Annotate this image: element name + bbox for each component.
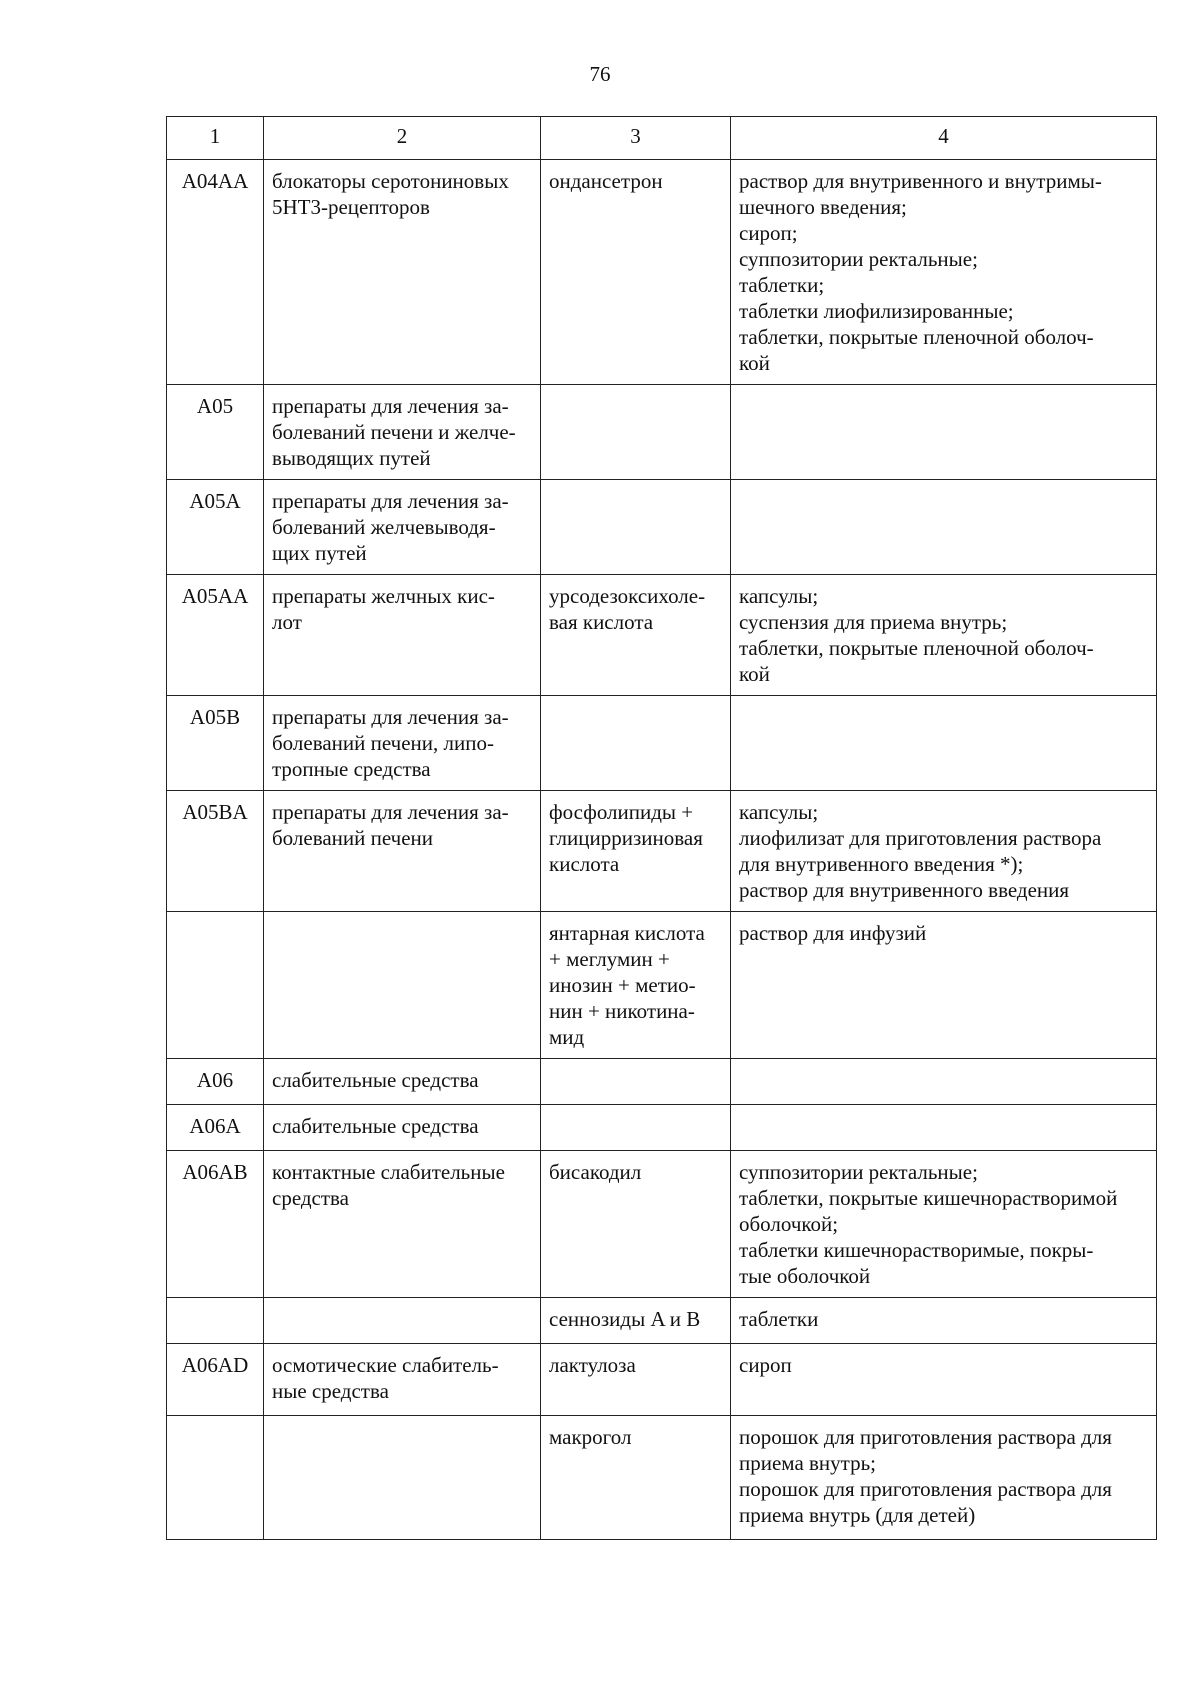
atc-code-cell: A06 [167,1059,264,1105]
atc-code-cell: A06A [167,1105,264,1151]
table-row [167,480,1157,575]
form-cell [731,385,1157,480]
form-cell [731,1059,1157,1105]
atc-code-cell: A06AB [167,1151,264,1298]
table-row [167,1151,1157,1298]
atc-code-cell: A06AD [167,1344,264,1416]
drug-cell: янтарная кислота + меглумин + инозин + метио- нин + никотина- мид [541,912,731,1059]
form-cell: капсулы; суспензия для приема внутрь; таблетки, покрытые пленочной оболоч- кой [731,575,1157,696]
group-cell: блокаторы серотониновых 5HT3-рецепторов [264,160,541,385]
atc-code-cell: A04AA [167,160,264,385]
group-cell: препараты для лечения за- болеваний печени и желче- выводящих путей [264,385,541,480]
form-cell [731,696,1157,791]
table-row [167,696,1157,791]
header-cell-1: 1 [167,117,264,160]
table-row [167,160,1157,385]
form-cell: раствор для внутривенного и внутримы- шечного введения; сироп; суппозитории ректальные; таблетки; таблетки лиофилизированные; таблетки, покрытые пленочной оболоч- кой [731,160,1157,385]
header-cell-4: 4 [731,117,1157,160]
atc-code-cell: A05BA [167,791,264,912]
table-row [167,791,1157,912]
group-cell: слабительные средства [264,1059,541,1105]
table-row [167,912,1157,1059]
form-cell: капсулы; лиофилизат для приготовления раствора для внутривенного введения *); раствор для внутривенного введения [731,791,1157,912]
drug-cell [541,1105,731,1151]
group-cell [264,912,541,1059]
group-cell [264,1416,541,1540]
table-row [167,385,1157,480]
drug-cell [541,1059,731,1105]
drug-cell: бисакодил [541,1151,731,1298]
drug-cell: макрогол [541,1416,731,1540]
drug-table [166,116,1157,1540]
drug-cell [541,385,731,480]
table-row [167,1344,1157,1416]
form-cell: сироп [731,1344,1157,1416]
table-row [167,1416,1157,1540]
table-row [167,575,1157,696]
group-cell: препараты для лечения за- болеваний печени [264,791,541,912]
drug-cell [541,696,731,791]
atc-code-cell: A05A [167,480,264,575]
form-cell: раствор для инфузий [731,912,1157,1059]
group-cell: препараты желчных кис- лот [264,575,541,696]
table-header-row [167,117,1157,160]
header-cell-3: 3 [541,117,731,160]
drug-cell: сеннозиды A и B [541,1298,731,1344]
group-cell: препараты для лечения за- болеваний печени, липо- тропные средства [264,696,541,791]
group-cell: контактные слабительные средства [264,1151,541,1298]
atc-code-cell [167,1298,264,1344]
group-cell: препараты для лечения за- болеваний желчевыводя- щих путей [264,480,541,575]
drug-cell [541,480,731,575]
table-row [167,1105,1157,1151]
form-cell [731,1105,1157,1151]
group-cell: слабительные средства [264,1105,541,1151]
form-cell [731,480,1157,575]
drug-cell: ондансетрон [541,160,731,385]
drug-cell: урсодезоксихоле- вая кислота [541,575,731,696]
form-cell: суппозитории ректальные; таблетки, покрытые кишечнорастворимой оболочкой; таблетки кишечнорастворимые, покры- тые оболочкой [731,1151,1157,1298]
drug-cell: фосфолипиды + глицирризиновая кислота [541,791,731,912]
page-number: 76 [589,62,611,86]
header-cell-2: 2 [264,117,541,160]
table-row [167,1059,1157,1105]
atc-code-cell [167,912,264,1059]
group-cell: осмотические слабитель- ные средства [264,1344,541,1416]
atc-code-cell: A05AA [167,575,264,696]
atc-code-cell: A05B [167,696,264,791]
drug-cell: лактулоза [541,1344,731,1416]
group-cell [264,1298,541,1344]
form-cell: порошок для приготовления раствора для приема внутрь; порошок для приготовления раствора для приема внутрь (для детей) [731,1416,1157,1540]
form-cell: таблетки [731,1298,1157,1344]
table-row [167,1298,1157,1344]
atc-code-cell [167,1416,264,1540]
atc-code-cell: A05 [167,385,264,480]
